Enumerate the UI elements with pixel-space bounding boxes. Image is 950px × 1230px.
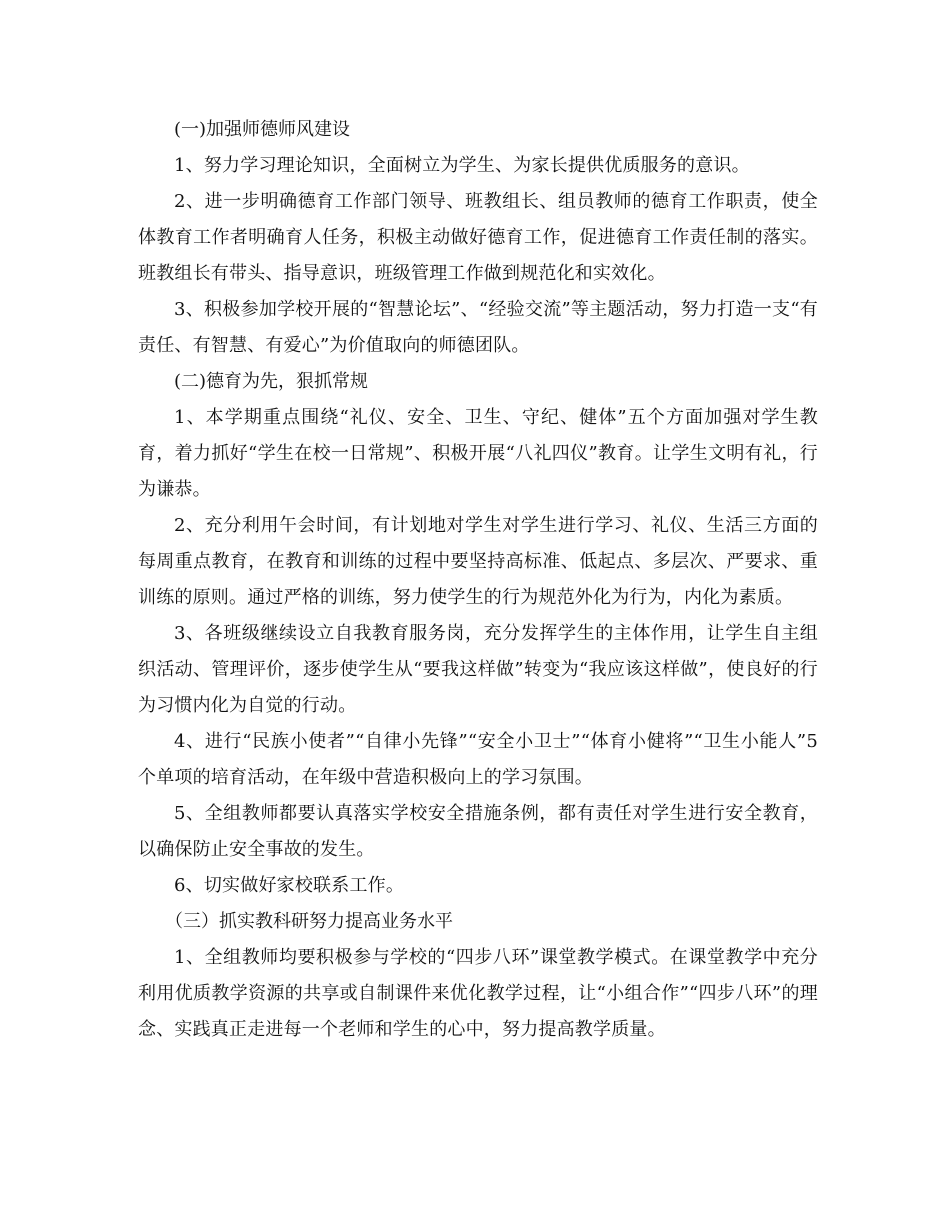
paragraph: 4、进行“民族小使者”“自律小先锋”“安全小卫士”“体育小健将”“卫生小能人”5个单项的培育活动，在年级中营造积极向上的学习氛围。 <box>138 731 818 788</box>
paragraph: 3、各班级继续设立自我教育服务岗，充分发挥学生的主体作用，让学生自主组织活动、管理评价，逐步使学生从“要我这样做”转变为“我应该这样做”，使良好的行为习惯内化为自觉的行动。 <box>138 623 818 716</box>
paragraph: 6、切实做好家校联系工作。 <box>174 875 405 896</box>
paragraph: 1、努力学习理论知识，全面树立为学生、为家长提供优质服务的意识。 <box>174 155 750 176</box>
paragraph: 5、全组教师都要认真落实学校安全措施条例，都有责任对学生进行安全教育，以确保防止安全事故的发生。 <box>138 803 818 860</box>
section-heading-1: (一)加强师德师风建设 <box>174 119 351 140</box>
document-body <box>138 112 818 1048</box>
section-heading-3: （三）抓实教科研努力提高业务水平 <box>165 911 453 932</box>
paragraph: 1、本学期重点围绕“礼仪、安全、卫生、守纪、健体”五个方面加强对学生教育，着力抓好“学生在校一日常规”、积极开展“八礼四仪”教育。让学生文明有礼，行为谦恭。 <box>138 407 818 500</box>
paragraph: 3、积极参加学校开展的“智慧论坛”、“经验交流”等主题活动，努力打造一支“有责任、有智慧、有爱心”为价值取向的师德团队。 <box>138 299 818 356</box>
paragraph: 1、全组教师均要积极参与学校的“四步八环”课堂教学模式。在课堂教学中充分利用优质教学资源的共享或自制课件来优化教学过程，让“小组合作”“四步八环”的理念、实践真正走进每一个老师和学生的心中，努力提高教学质量。 <box>138 947 818 1040</box>
paragraph: 2、充分利用午会时间，有计划地对学生对学生进行学习、礼仪、生活三方面的每周重点教育，在教育和训练的过程中要坚持高标准、低起点、多层次、严要求、重训练的原则。通过严格的训练，努力使学生的行为规范外化为行为，内化为素质。 <box>138 515 818 608</box>
paragraph: 2、进一步明确德育工作部门领导、班教组长、组员教师的德育工作职责，使全体教育工作者明确育人任务，积极主动做好德育工作，促进德育工作责任制的落实。班教组长有带头、指导意识，班级管理工作做到规范化和实效化。 <box>138 191 818 284</box>
section-heading-2: (二)德育为先，狠抓常规 <box>174 371 369 392</box>
